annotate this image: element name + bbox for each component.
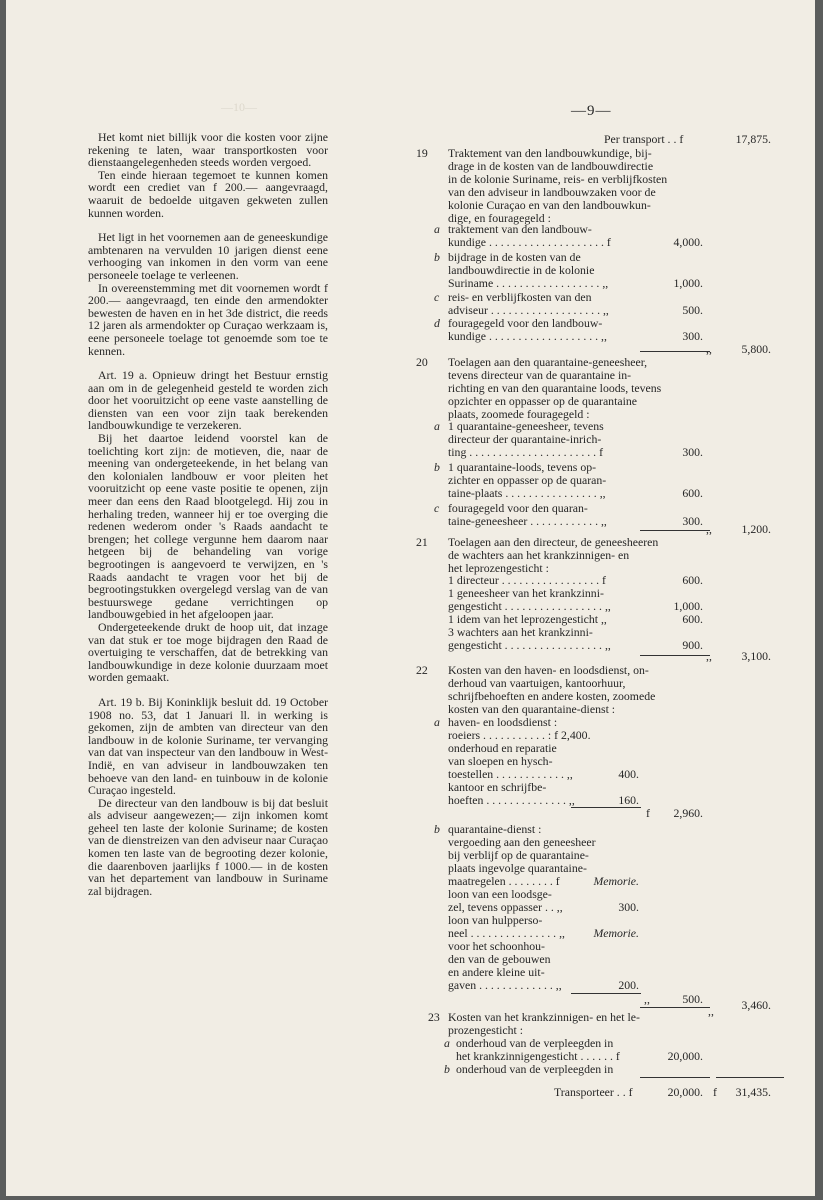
total-mark: ,,	[708, 1004, 714, 1018]
sub-line: adviseur . . . . . . . . . . . . . . . . . . . ,,	[448, 303, 609, 317]
paragraph: Art. 19 b. Bij Koninklijk besluit dd. 19 October 1908 no. 53, dat 1 Januari ll. in werking is gekomen, zijn de ambten van directeur van den landbouw in de kolonie Suriname, ter vervanging van dat van inspecteur van den landbouw in West-Indië, en van adviseur in landbouwzaken ten behoeve van den land- en tuinbouw in de kolonie Curaçao ingesteld.	[88, 694, 328, 798]
paragraph: Het ligt in het voornemen aan de geneeskundige ambtenaren na vervulden 10 jarigen dienst eene verhooging van inkomen in den vorm van eene personeele toelage te verleenen.	[88, 230, 328, 282]
sub-line: 1 quarantaine-geneesheer, tevens	[448, 419, 604, 433]
sub-line: onderhoud van de verpleegden in	[456, 1062, 614, 1076]
item-total: 5,800.	[741, 342, 771, 356]
sub-line: traktement van den landbouw-	[448, 222, 592, 236]
sub-amount: 600.	[682, 612, 703, 626]
sub-line: loon van hulpperso-	[448, 913, 543, 927]
paragraph: Het komt niet billijk voor die kosten voor zijne rekening te laten, waar transportkosten voor dienstaangelegenheden steeds worden vergoed.	[88, 130, 328, 170]
sub-line: reis- en verblijfkosten van den	[448, 290, 592, 304]
item-description	[448, 536, 658, 575]
transport-label: Transporteer . . f	[554, 1085, 633, 1099]
description-line: drage in de kosten van de landbouwdirectie	[448, 159, 654, 173]
sub-letter: a	[444, 1036, 450, 1050]
sub-line: roeiers . . . . . . . . . . . : f 2,400.	[448, 728, 591, 742]
item-number: 22	[416, 663, 428, 677]
sub-line: taine-geneesheer . . . . . . . . . . . . ,,	[448, 514, 607, 528]
description-line: dige, en fouragegeld :	[448, 211, 551, 225]
subtotal-rule	[571, 993, 641, 994]
sub-line: en andere kleine uit-	[448, 965, 545, 979]
transport-total: 31,435.	[735, 1085, 771, 1099]
description-line: Kosten van den haven- en loodsdienst, on-	[448, 663, 649, 677]
sub-line: het krankzinnigengesticht . . . . . . f	[456, 1049, 620, 1063]
sub-line: kundige . . . . . . . . . . . . . . . . . . . ,,	[448, 329, 607, 343]
sub-line: 1 idem van het leprozengesticht ,,	[448, 612, 607, 626]
subtotal-mark: f	[646, 806, 650, 820]
item-description	[448, 1011, 640, 1037]
transport-currency: f	[713, 1085, 717, 1099]
sub-line: van sloepen en hysch-	[448, 754, 553, 768]
sub-line: gengesticht . . . . . . . . . . . . . . . . . ,,	[448, 638, 611, 652]
subtotal-rule	[640, 351, 710, 352]
bleed-through-page-number: —10—	[221, 100, 257, 114]
subtotal-mark: ,,	[644, 992, 650, 1006]
page-number: —9—	[571, 103, 612, 119]
sub-line: toestellen . . . . . . . . . . . . ,,	[448, 767, 573, 781]
sub-line: zel, tevens oppasser . . ,,	[448, 900, 563, 914]
sub-line: 1 geneesheer van het krankzinni-	[448, 586, 604, 600]
sub-line: neel . . . . . . . . . . . . . . . ,,	[448, 926, 565, 940]
item-total: 3,100.	[741, 649, 771, 663]
sub-line: kantoor en schrijfbe-	[448, 780, 547, 794]
sub-letter: a	[434, 715, 440, 729]
item-total: 3,460.	[741, 998, 771, 1012]
item-number: 23	[428, 1010, 440, 1024]
description-line: kolonie Curaçao en van den landbouwkun-	[448, 198, 651, 212]
sub-line: directeur der quarantaine-inrich-	[448, 432, 602, 446]
sub-amount: 900.	[682, 638, 703, 652]
sub-line: 1 quarantaine-loods, tevens op-	[448, 460, 597, 474]
item-number: 21	[416, 535, 428, 549]
sub-line: 3 wachters aan het krankzinni-	[448, 625, 593, 639]
sub-line: plaats ingevolge quarantaine-	[448, 861, 587, 875]
sub-letter: c	[434, 501, 440, 515]
description-line: prozengesticht :	[448, 1023, 524, 1037]
paragraph: De directeur van den landbouw is bij dat besluit als adviseur aangewezen;— zijn inkomen komt geheel ten laste der kolonie Suriname; de kosten van de dienstreizen van den adviseur naar Curaçao komen ten laste van de begrooting dezer kolonie, die daarenboven jaarlijks f 1000.— in de kosten van het departement van landbouw in Suriname zal bijdragen.	[88, 795, 328, 898]
sub-line: gaven . . . . . . . . . . . . . ,,	[448, 978, 562, 992]
item-description	[448, 147, 667, 225]
subtotal-rule	[640, 530, 710, 531]
description-line: opzichter en oppasser op de quarantaine	[448, 394, 637, 408]
sub-line: hoeften . . . . . . . . . . . . . . ,,	[448, 793, 575, 807]
sub-line: fouragegeld voor den landbouw-	[448, 316, 603, 330]
per-transport-label: Per transport . . f	[604, 132, 684, 146]
sub-line: haven- en loodsdienst :	[448, 715, 558, 729]
sub-amount: Memorie.	[593, 874, 639, 888]
sub-line: maatregelen . . . . . . . . f	[448, 874, 560, 888]
sub-letter: b	[444, 1062, 450, 1076]
sub-line: onderhoud en reparatie	[448, 741, 557, 755]
total-mark: ,,	[706, 342, 712, 356]
sub-letter: c	[434, 290, 440, 304]
sub-line: bij verblijf op de quarantaine-	[448, 848, 589, 862]
sub-amount: 1,000.	[673, 276, 703, 290]
sub-line: landbouwdirectie in de kolonie	[448, 263, 595, 277]
left-column	[88, 131, 328, 909]
subtotal-rule	[571, 807, 641, 808]
description-line: schrijfbehoeften en andere kosten, zoomede	[448, 689, 656, 703]
sub-amount: 2,960.	[673, 806, 703, 820]
sub-line: fouragegeld voor den quaran-	[448, 501, 588, 515]
document-page	[6, 0, 815, 1196]
paragraph: Ondergeteekende drukt de hoop uit, dat inzage van dat stuk er toe moge bijdragen den Raad de overtuiging te verschaffen, dat de betrekking van landbouwkundige in deze kolonie duurzaam moet worden gemaakt.	[88, 619, 328, 685]
transport-amount: 20,000.	[667, 1085, 703, 1099]
sub-line: kundige . . . . . . . . . . . . . . . . . . . . f	[448, 235, 611, 249]
sub-amount: 200.	[618, 978, 639, 992]
description-line: Kosten van het krankzinnigen- en het le-	[448, 1010, 640, 1024]
description-line: tevens directeur van de quarantaine in-	[448, 368, 632, 382]
sub-line: voor het schoonhou-	[448, 939, 545, 953]
per-transport-amount: 17,875.	[735, 132, 771, 146]
sub-line: loon van een loodsge-	[448, 887, 552, 901]
description-line: richting en van den quarantaine loods, tevens	[448, 381, 662, 395]
sub-letter: b	[434, 460, 440, 474]
subtotal-rule	[640, 1007, 710, 1008]
total-mark: ,,	[706, 522, 712, 536]
description-line: van den adviseur in landbouwzaken voor de	[448, 185, 656, 199]
sub-line: quarantaine-dienst :	[448, 822, 542, 836]
sub-amount: 500.	[682, 303, 703, 317]
sub-letter: d	[434, 316, 440, 330]
sub-line: vergoeding aan den geneesheer	[448, 835, 596, 849]
paragraph: Art. 19 a. Opnieuw dringt het Bestuur ernstig aan om in de gelegenheid gesteld te worden zich door het vooruitzicht op eene vaste aanstelling de diensten van een voor zijn taak berekenden landbouwkundige te verzekeren.	[88, 368, 328, 433]
description-line: het leprozengesticht :	[448, 561, 549, 575]
description-line: kosten van den quarantaine-dienst :	[448, 702, 616, 716]
sub-amount: 4,000.	[673, 235, 703, 249]
sub-amount: 160.	[618, 793, 639, 807]
sub-letter: b	[434, 822, 440, 836]
sub-letter: a	[434, 419, 440, 433]
sub-line: taine-plaats . . . . . . . . . . . . . . . . ,,	[448, 486, 606, 500]
description-line: Toelagen aan den directeur, de geneesheeren	[448, 535, 659, 549]
sub-line: 1 directeur . . . . . . . . . . . . . . . . . f	[448, 573, 606, 587]
description-line: Traktement van den landbouwkundige, bij-	[448, 146, 652, 160]
sub-line: Suriname . . . . . . . . . . . . . . . . . . ,,	[448, 276, 609, 290]
sub-letter: a	[434, 222, 440, 236]
sub-line: bijdrage in de kosten van de	[448, 250, 581, 264]
description-line: plaats, zoomede fouragegeld :	[448, 407, 590, 421]
description-line: de wachters aan het krankzinnigen- en	[448, 548, 630, 562]
sub-amount: 300.	[682, 445, 703, 459]
sub-amount: 20,000.	[667, 1049, 703, 1063]
sub-amount: 600.	[682, 573, 703, 587]
total-mark: ,,	[706, 649, 712, 663]
paragraph: Bij het daartoe leidend voorstel kan de toelichting kort zijn: de motieven, die, naar de meening van ondergeteekende, in het belang van den kolonialen landbouw er voor pleiten het vooruitzicht op eene vaste positie te openen, zijn meer dan eens den Raad blootgelegd. Hij zou in herhaling treden, wanneer hij er toe overging die redenen wederom onder 's Raads aandacht te brengen; het college vergunne hem daarom naar hetgeen bij de behandeling van vorige begrootingen is aangevoerd te verwijzen, en 's Raads aandacht te vragen voor het bij de begrootingstukken overgelegd verslag van de van bestuurswege gedane verrichtingen op landbouwgebied in het afgeloopen jaar.	[88, 431, 328, 622]
sub-amount: 300.	[682, 514, 703, 528]
description-line: derhoud van vaartuigen, kantoorhuur,	[448, 676, 626, 690]
paragraph: In overeenstemming met dit voornemen wordt f 200.— aangevraagd, ten einde den armendokter bewesten de haven en in het 3de district, die reeds 12 jaren als armendokter op Curaçao werkzaam is, eene personeele toelage tot genoemde som toe te kennen.	[88, 280, 328, 358]
sub-line: ting . . . . . . . . . . . . . . . . . . . . . . f	[448, 445, 603, 459]
sub-amount: 1,000.	[673, 599, 703, 613]
sub-line: onderhoud van de verpleegden in	[456, 1036, 614, 1050]
sub-amount: 500.	[682, 992, 703, 1006]
item-description	[448, 664, 655, 716]
transport-rule	[716, 1077, 784, 1078]
sub-line: zichter en oppasser op de quaran-	[448, 473, 607, 487]
sub-line: den van de gebouwen	[448, 952, 551, 966]
item-number: 19	[416, 146, 428, 160]
sub-letter: b	[434, 250, 440, 264]
sub-amount: 600.	[682, 486, 703, 500]
description-line: in de kolonie Suriname, reis- en verblijfkosten	[448, 172, 668, 186]
item-total: 1,200.	[741, 522, 771, 536]
sub-amount: Memorie.	[593, 926, 639, 940]
sub-amount: 300.	[618, 900, 639, 914]
sub-amount: 400.	[618, 767, 639, 781]
description-line: Toelagen aan den quarantaine-geneesheer,	[448, 355, 648, 369]
right-column	[416, 133, 776, 1133]
item-description	[448, 356, 661, 421]
transport-rule	[640, 1077, 710, 1078]
item-number: 20	[416, 355, 428, 369]
subtotal-rule	[640, 655, 710, 656]
sub-line: gengesticht . . . . . . . . . . . . . . . . . ,,	[448, 599, 611, 613]
paragraph: Ten einde hieraan tegemoet te kunnen komen wordt een crediet van f 200.— aangevraagd, waaruit de bedoelde uitgaven gekweten zullen kunnen worden.	[88, 167, 328, 220]
sub-amount: 300.	[682, 329, 703, 343]
